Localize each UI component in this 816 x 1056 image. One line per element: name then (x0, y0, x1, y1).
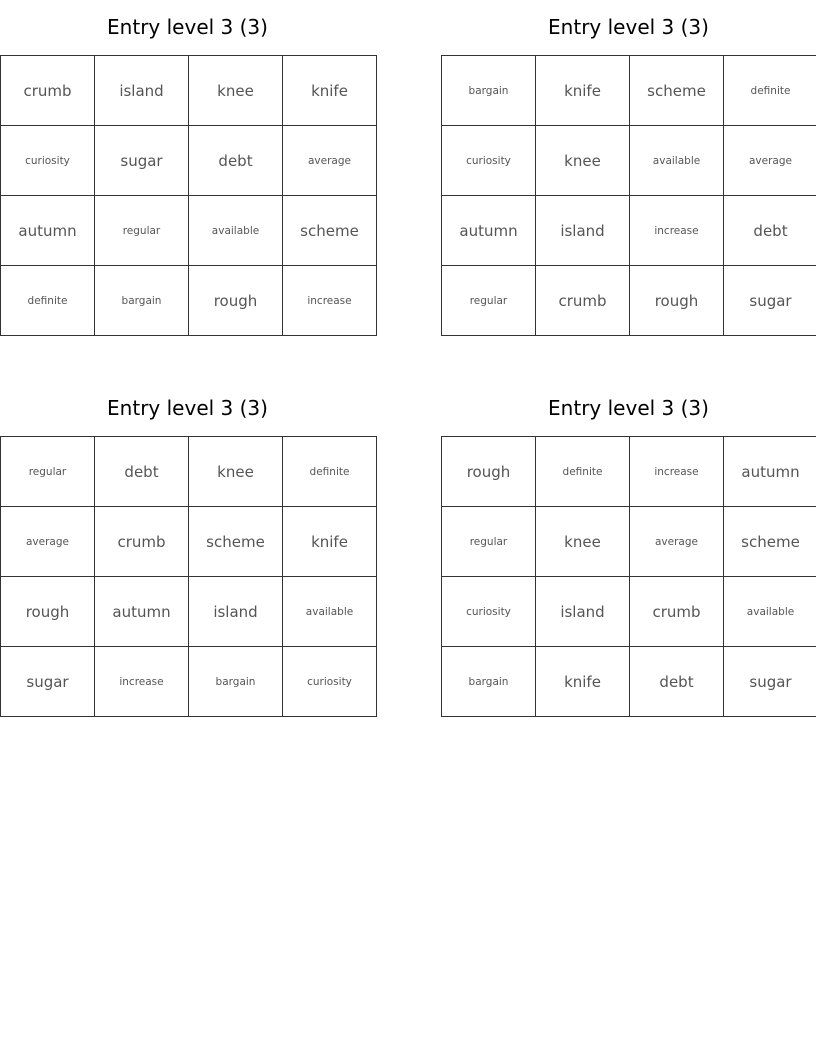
grid-cell: curiosity (283, 647, 377, 717)
grid-cell: debt (95, 437, 189, 507)
grid-cell: sugar (724, 647, 816, 717)
grid-cell: crumb (536, 266, 630, 336)
grid-cell: crumb (95, 507, 189, 577)
card-title: Entry level 3 (3) (548, 15, 709, 39)
grid-cell: knife (536, 647, 630, 717)
bingo-card-3 (0, 381, 375, 717)
word-grid (0, 55, 377, 336)
grid-cell: knife (283, 56, 377, 126)
bingo-card-1 (0, 0, 375, 336)
grid-cell: scheme (724, 507, 816, 577)
grid-cell: knee (189, 56, 283, 126)
grid-cell: sugar (1, 647, 95, 717)
word-grid (0, 436, 377, 717)
grid-cell: island (189, 577, 283, 647)
grid-cell: available (724, 577, 816, 647)
grid-cell: island (536, 196, 630, 266)
grid-cell: knee (536, 126, 630, 196)
grid-cell: autumn (724, 437, 816, 507)
bingo-card-4 (441, 381, 816, 717)
grid-cell: bargain (95, 266, 189, 336)
grid-cell: rough (442, 437, 536, 507)
grid-cell: regular (442, 266, 536, 336)
grid-cell: available (189, 196, 283, 266)
grid-cell: debt (189, 126, 283, 196)
grid-cell: regular (95, 196, 189, 266)
grid-cell: average (283, 126, 377, 196)
grid-cell: island (536, 577, 630, 647)
grid-cell: increase (630, 196, 724, 266)
grid-cell: available (283, 577, 377, 647)
grid-cell: average (1, 507, 95, 577)
word-grid (441, 436, 816, 717)
grid-cell: sugar (724, 266, 816, 336)
grid-cell: rough (1, 577, 95, 647)
grid-cell: debt (630, 647, 724, 717)
card-title: Entry level 3 (3) (548, 396, 709, 420)
grid-cell: available (630, 126, 724, 196)
grid-cell: scheme (630, 56, 724, 126)
word-grid (441, 55, 816, 336)
grid-cell: increase (283, 266, 377, 336)
grid-cell: knife (283, 507, 377, 577)
card-title: Entry level 3 (3) (107, 15, 268, 39)
grid-cell: average (630, 507, 724, 577)
grid-cell: curiosity (1, 126, 95, 196)
grid-cell: knee (189, 437, 283, 507)
grid-cell: bargain (442, 647, 536, 717)
grid-cell: regular (1, 437, 95, 507)
grid-cell: crumb (1, 56, 95, 126)
grid-cell: increase (95, 647, 189, 717)
grid-cell: knife (536, 56, 630, 126)
grid-cell: rough (630, 266, 724, 336)
grid-cell: average (724, 126, 816, 196)
grid-cell: curiosity (442, 577, 536, 647)
grid-cell: autumn (95, 577, 189, 647)
grid-cell: scheme (283, 196, 377, 266)
grid-cell: scheme (189, 507, 283, 577)
grid-cell: definite (1, 266, 95, 336)
grid-cell: debt (724, 196, 816, 266)
grid-cell: regular (442, 507, 536, 577)
card-title: Entry level 3 (3) (107, 396, 268, 420)
grid-cell: bargain (442, 56, 536, 126)
grid-cell: knee (536, 507, 630, 577)
grid-cell: curiosity (442, 126, 536, 196)
grid-cell: increase (630, 437, 724, 507)
grid-cell: bargain (189, 647, 283, 717)
grid-cell: sugar (95, 126, 189, 196)
bingo-card-2 (441, 0, 816, 336)
grid-cell: rough (189, 266, 283, 336)
grid-cell: autumn (442, 196, 536, 266)
grid-cell: autumn (1, 196, 95, 266)
grid-cell: island (95, 56, 189, 126)
grid-cell: definite (283, 437, 377, 507)
grid-cell: definite (536, 437, 630, 507)
grid-cell: definite (724, 56, 816, 126)
grid-cell: crumb (630, 577, 724, 647)
